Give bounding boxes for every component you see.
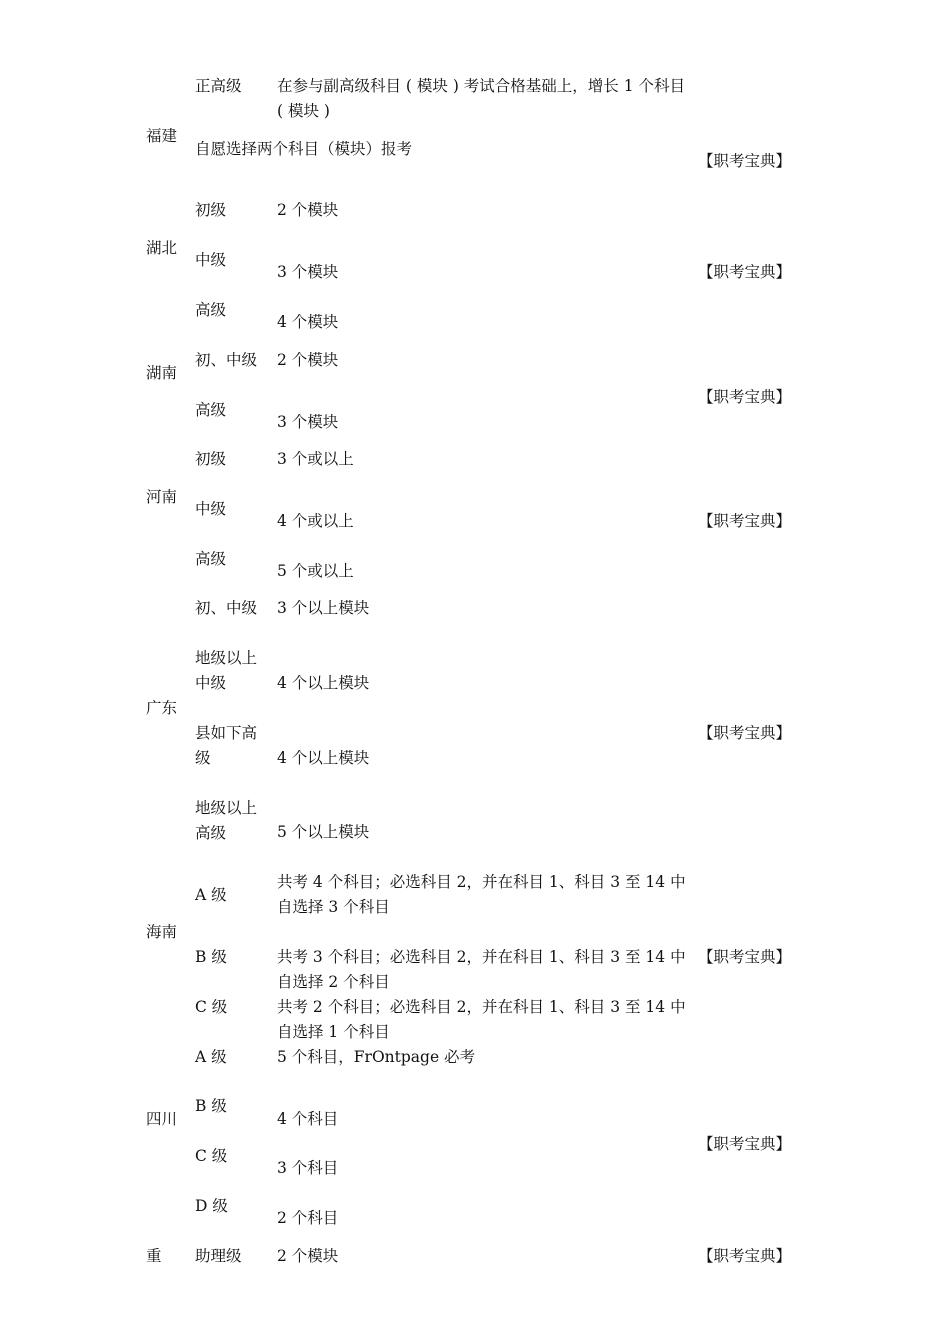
hubei-level-0: 初级 <box>195 201 227 219</box>
hainan-level-0: A 级 <box>195 886 227 904</box>
henan-desc-1: 4 个或以上 <box>277 512 354 530</box>
source-tag-sichuan: 【职考宝典】 <box>698 1135 792 1153</box>
guangdong-desc-0: 3 个以上模块 <box>277 599 370 617</box>
chongqing-desc-0: 2 个模块 <box>277 1247 339 1265</box>
guangdong-level-2: 县如下高级 <box>195 724 258 767</box>
hubei-desc-1: 3 个模块 <box>277 263 339 281</box>
sichuan-desc-1: 4 个科目 <box>277 1110 339 1128</box>
sichuan-desc-2: 3 个科目 <box>277 1159 339 1177</box>
hunan-level-0: 初、中级 <box>195 351 258 369</box>
guangdong-desc-3: 5 个以上模块 <box>277 823 370 841</box>
sichuan-level-2: C 级 <box>195 1147 228 1165</box>
province-sichuan: 四川 <box>146 1110 178 1128</box>
guangdong-level-0: 初、中级 <box>195 599 258 617</box>
hunan-desc-0: 2 个模块 <box>277 351 339 369</box>
source-tag-guangdong: 【职考宝典】 <box>698 724 792 742</box>
henan-desc-2: 5 个或以上 <box>277 562 354 580</box>
sichuan-desc-0: 5 个科目，FrOntpage 必考 <box>277 1048 476 1066</box>
hainan-desc-1: 共考 3 个科目；必选科目 2，并在科目 1、科目 3 至 14 中自选择 2 个科目 <box>277 948 686 991</box>
fujian-desc-general: 自愿选择两个科目（模块）报考 <box>195 140 413 158</box>
province-hainan: 海南 <box>146 923 178 941</box>
source-tag-hunan: 【职考宝典】 <box>698 388 792 406</box>
sichuan-level-3: D 级 <box>195 1197 228 1215</box>
source-tag-hainan: 【职考宝典】 <box>698 948 792 966</box>
source-tag-hubei: 【职考宝典】 <box>698 263 792 281</box>
chongqing-level-0: 助理级 <box>195 1247 242 1265</box>
hainan-desc-0: 共考 4 个科目；必选科目 2，并在科目 1、科目 3 至 14 中自选择 3 个科目 <box>277 873 686 916</box>
fujian-level-senior: 正高级 <box>195 77 242 95</box>
hainan-level-2: C 级 <box>195 998 228 1016</box>
province-hubei: 湖北 <box>146 239 178 257</box>
henan-level-0: 初级 <box>195 450 227 468</box>
hunan-desc-1: 3 个模块 <box>277 413 339 431</box>
hubei-level-1: 中级 <box>195 251 227 269</box>
source-tag-henan: 【职考宝典】 <box>698 512 792 530</box>
hunan-level-1: 高级 <box>195 401 227 419</box>
guangdong-level-1: 地级以上中级 <box>195 649 258 692</box>
hainan-level-1: B 级 <box>195 948 227 966</box>
sichuan-level-1: B 级 <box>195 1097 227 1115</box>
province-henan: 河南 <box>146 488 178 506</box>
henan-level-1: 中级 <box>195 500 227 518</box>
hubei-level-2: 高级 <box>195 301 227 319</box>
hubei-desc-2: 4 个模块 <box>277 313 339 331</box>
hainan-desc-2: 共考 2 个科目；必选科目 2，并在科目 1、科目 3 至 14 中自选择 1 个科目 <box>277 998 686 1041</box>
guangdong-desc-1: 4 个以上模块 <box>277 674 370 692</box>
hubei-desc-0: 2 个模块 <box>277 201 339 219</box>
source-tag-fujian: 【职考宝典】 <box>698 152 792 170</box>
henan-desc-0: 3 个或以上 <box>277 450 354 468</box>
source-tag-chongqing: 【职考宝典】 <box>698 1247 792 1265</box>
province-hunan: 湖南 <box>146 364 178 382</box>
province-guangdong: 广东 <box>146 699 178 717</box>
province-fujian: 福建 <box>146 127 178 145</box>
henan-level-2: 高级 <box>195 550 227 568</box>
sichuan-desc-3: 2 个科目 <box>277 1209 339 1227</box>
province-chongqing: 重 <box>146 1247 162 1265</box>
fujian-desc-senior: 在参与副高级科目 ( 模块 ) 考试合格基础上，增长 1 个科目 ( 模块 ) <box>277 77 686 120</box>
guangdong-desc-2: 4 个以上模块 <box>277 749 370 767</box>
guangdong-level-3: 地级以上高级 <box>195 799 258 842</box>
sichuan-level-0: A 级 <box>195 1048 227 1066</box>
